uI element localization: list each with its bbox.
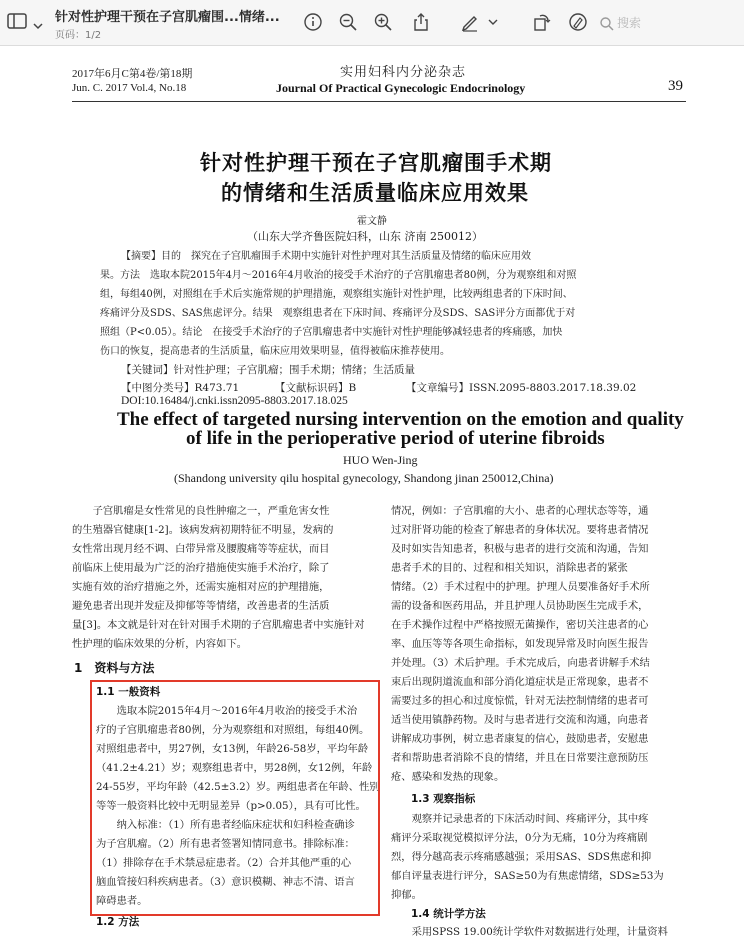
body-line: 为子宫肌瘤。（2）所有患者签署知情同意书。排除标准： <box>96 838 355 850</box>
body-line: （1）排除存在手术禁忌症患者。（2）合并其他严重的心 <box>96 857 352 869</box>
sidebar-toggle-icon[interactable] <box>6 10 28 32</box>
article-id: 【文章编号】ISSN.2095-8803.2017.18.39.02 <box>406 382 637 394</box>
body-line: 抑郁。 <box>391 889 422 901</box>
affiliation-en: (Shandong university qilu hospital gynecology, Shandong jinan 250012,China) <box>174 471 554 485</box>
body-line: 疗的子宫肌瘤患者80例，分为观察组和对照组，每组40例。 <box>96 724 370 736</box>
article-title-en-2: of life in the perioperative period of uterine fibroids <box>186 428 605 449</box>
abstract-line: 果。方法 选取本院2015年4月～2016年4月收治的接受手术治疗的子宫肌瘤患者80例，分为观察组和对照 <box>100 270 577 281</box>
body-line: 前临床上使用最为广泛的治疗措施使实施手术治疗，除了 <box>72 562 330 574</box>
info-icon[interactable] <box>303 12 323 32</box>
share-icon[interactable] <box>411 12 431 32</box>
author-cn: 霍文静 <box>357 216 387 227</box>
body-line: 过对肝肾功能的检查了解患者的身体状况。要将患者情况 <box>391 524 649 536</box>
keywords: 【关键词】针对性护理；子宫肌瘤；围手术期；情绪；生活质量 <box>121 364 415 376</box>
body-line: 障碍患者。 <box>96 895 148 907</box>
chevron-down-icon[interactable] <box>487 12 507 32</box>
journal-issue-cn: 2017年6月C第4卷/第18期 <box>72 68 193 80</box>
abstract-line: 组，每组40例，对照组在手术后实施常规的护理措施，观察组实施针对性护理，比较两组患者的下床时间、 <box>100 289 573 300</box>
doi: DOI:10.16484/j.cnki.issn2095-8803.2017.18.025 <box>121 395 348 407</box>
document-title: 针对性护理干预在子宫肌瘤围...情绪... <box>55 10 280 25</box>
article-title-cn-1: 针对性护理干预在子宫肌瘤围手术期 <box>200 150 552 175</box>
section-heading: 1 资料与方法 <box>74 661 155 675</box>
body-line: 痛评分采取视觉模拟评分法，0分为无痛，10分为疼痛剧 <box>391 832 648 844</box>
body-line: 避免患者出现并发症及抑郁等等情绪，改善患者的生活质 <box>72 600 330 612</box>
body-line: 采用SPSS 19.00统计学软件对数据进行处理，计量资料 <box>391 926 668 938</box>
body-line: 子宫肌瘤是女性常见的良性肿瘤之一，严重危害女性 <box>72 505 330 517</box>
search-input[interactable] <box>617 12 735 34</box>
body-line: 的生殖器官健康[1-2]。该病发病初期特征不明显，发病的 <box>72 524 334 536</box>
journal-name-en: Journal Of Practical Gynecologic Endocrinology <box>276 81 526 95</box>
body-line: 情绪。（2）手术过程中的护理。护理人员要准备好手术所 <box>391 581 650 593</box>
zoom-out-icon[interactable] <box>338 12 358 32</box>
body-line: 疮、感染和发热的现象。 <box>391 771 505 783</box>
body-line: 纳入标准：（1）所有患者经临床症状和妇科检查确诊 <box>96 819 355 831</box>
article-title-cn-2: 的情绪和生活质量临床应用效果 <box>221 180 529 205</box>
body-line: 脑血管接妇科疾病患者。（3）意识模糊、神志不清、语言 <box>96 876 355 888</box>
document-code: 【文献标识码】B <box>275 382 357 394</box>
highlight-annotation[interactable] <box>90 680 380 916</box>
zoom-in-icon[interactable] <box>373 12 393 32</box>
page-number: 39 <box>668 78 683 94</box>
abstract-line: 伤口的恢复，提高患者的生活质量，临床应用效果明显，值得被临床推荐使用。 <box>100 346 450 357</box>
body-line: 患者手术的目的、过程和相关知识，消除患者的紧张 <box>391 562 628 574</box>
abstract-line: 疼痛评分及SDS、SAS焦虑评分。结果 观察组患者在下床时间、疼痛评分及SDS、SAS评分方面都优于对 <box>100 308 576 319</box>
body-line: 并处理。（3）术后护理。手术完成后，向患者讲解手术结 <box>391 657 650 669</box>
subsection-heading: 1.2 方法 <box>96 916 140 928</box>
body-line: 选取本院2015年4月～2016年4月收治的接受手术治 <box>96 705 358 717</box>
abstract-line: 【摘要】目的 探究在子宫肌瘤围手术期中实施针对性护理对其生活质量及情绪的临床应用效 <box>121 251 531 262</box>
body-line: 在手术操作过程中严格按照无菌操作，密切关注患者的心 <box>391 619 649 631</box>
body-line: 女性常出现月经不调、白带异常及腰腹痛等等症状，而目 <box>72 543 330 555</box>
article-title-en-1: The effect of targeted nursing intervention on the emotion and quality <box>117 409 684 430</box>
body-line: 讲解成功事例，树立患者康复的信心，鼓励患者，安慰患 <box>391 733 649 745</box>
body-line: （41.2±4.21）岁；观察组患者中，男28例，女12例，年龄 <box>96 762 373 774</box>
body-line: 率、血压等等各项生命指标，如发现异常及时向医生报告 <box>391 638 649 650</box>
body-line: 等等一般资料比较中无明显差异（p>0.05），具有可比性。 <box>96 800 366 812</box>
clc-number: 【中图分类号】R473.71 <box>121 382 240 394</box>
search-icon <box>599 16 615 32</box>
journal-issue-en: Jun. C. 2017 Vol.4, No.18 <box>72 82 187 94</box>
rotate-icon[interactable] <box>531 12 551 32</box>
body-line: 性护理的临床效果的分析，内容如下。 <box>72 638 248 650</box>
body-line: 情况，例如：子宫肌瘤的大小、患者的心理状态等等，通 <box>391 505 649 517</box>
body-line: 量[3]。本文就是针对在针对围手术期的子宫肌瘤患者中实施针对 <box>72 619 365 631</box>
markup-toolbar-icon[interactable] <box>567 12 587 32</box>
search-box[interactable] <box>599 12 739 36</box>
body-line: 者和帮助患者消除不良的情绪，并且在日常要注意预防压 <box>391 752 649 764</box>
markup-pen-icon[interactable] <box>460 12 480 32</box>
body-line: 烈，得分越高表示疼痛感越强；采用SAS、SDS焦虑和抑 <box>391 851 652 863</box>
subsection-heading: 1.4 统计学方法 <box>411 908 486 920</box>
viewer-toolbar <box>0 0 744 46</box>
header-rule <box>72 101 686 102</box>
affiliation-cn: （山东大学齐鲁医院妇科，山东 济南 250012） <box>247 230 483 243</box>
page-indicator: 页码：1/2 <box>55 30 102 41</box>
body-line: 需要过多的担心和过度惊慌，针对无法控制情绪的患者可 <box>391 695 649 707</box>
body-line: 及时如实告知患者，积极与患者的进行交流和沟通，告知 <box>391 543 649 555</box>
body-line: 对照组患者中，男27例，女13例，年龄26-58岁，平均年龄 <box>96 743 369 755</box>
subsection-heading: 1.3 观察指标 <box>411 793 476 805</box>
body-line: 实施有效的治疗措施之外，还需实施相对应的护理措施， <box>72 581 330 593</box>
author-en: HUO Wen-Jing <box>343 453 418 467</box>
body-line: 观察并记录患者的下床活动时间、疼痛评分，其中疼 <box>391 813 649 825</box>
body-line: 需的设备和医药用品，并且护理人员协助医生完成手术， <box>391 600 649 612</box>
body-line: 24-55岁，平均年龄（42.5±3.2）岁。两组患者在年龄、性别 <box>96 781 380 793</box>
body-line: 郁自评量表进行评分，SAS≥50为有焦虑情绪，SDS≥53为 <box>391 870 664 882</box>
abstract-line: 照组（P<0.05）。结论 在接受手术治疗的子宫肌瘤患者中实施针对性护理能够减轻患者的疼痛感，加快 <box>100 327 563 338</box>
pdf-page <box>0 47 744 938</box>
journal-name-cn: 实用妇科内分泌杂志 <box>340 65 467 80</box>
subsection-heading: 1.1 一般资料 <box>96 686 161 698</box>
chevron-down-icon[interactable] <box>32 16 44 35</box>
body-line: 适当使用镇静药物。及时与患者进行交流和沟通，向患者 <box>391 714 649 726</box>
body-line: 束后出现阴道流血和部分消化道症状是正常现象，患者不 <box>391 676 649 688</box>
